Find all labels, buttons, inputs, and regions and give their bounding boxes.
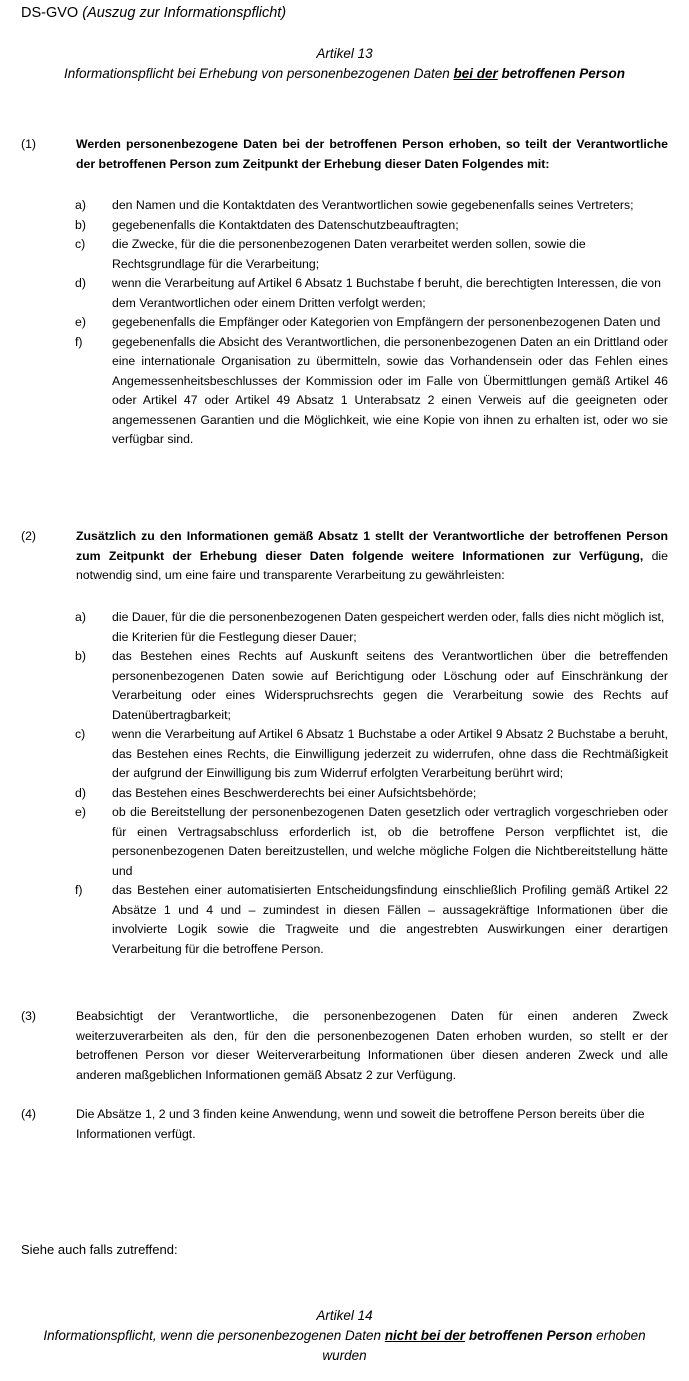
article-13-title [21, 64, 668, 84]
list-item-marker: a) [75, 610, 86, 624]
see-also-label: Siehe auch falls zutreffend: [21, 1242, 178, 1257]
document-header [21, 4, 286, 23]
list-item-marker: f) [75, 334, 83, 349]
article-14-title [21, 1326, 668, 1366]
paragraph-1-sublist [75, 196, 668, 450]
list-item [75, 235, 668, 274]
article-14-number: Artikel 14 [316, 1308, 373, 1323]
list-item-marker: c) [75, 727, 86, 741]
list-item [75, 881, 668, 959]
paragraph-1-lead: Werden personenbezogene Daten bei der betroffenen Person erhoben, so teilt der Verantwortliche der betroffenen Person zum Zeitpunkt der Erhebung dieser Daten Folgendes mit: [76, 137, 668, 171]
list-item-marker: b) [75, 649, 86, 663]
list-item-marker: d) [75, 276, 86, 290]
list-item-text: die Dauer, für die die personenbezogenen Daten gespeichert werden oder, falls dies nicht möglich ist, die Kriterien für die Festlegung dieser Dauer; [112, 610, 665, 644]
paragraph-3-text: Beabsichtigt der Verantwortliche, die personenbezogenen Daten für einen anderen Zweck weiterzuverarbeiten als den, für den die personenbezogenen Daten erhoben wurden, so stellt er der betroffenen Person vor dieser Weiterverarbeitung Informationen über diesen anderen Zweck und alle anderen maßgeblichen Informationen gemäß Absatz 2 zur Verfügung. [76, 1009, 668, 1082]
list-item-text: wenn die Verarbeitung auf Artikel 6 Absatz 1 Buchstabe f beruht, die berechtigten Interessen, die von dem Verantwortlichen oder einem Dritten verfolgt werden; [112, 276, 661, 310]
paragraph-1-marker: (1) [21, 137, 37, 151]
list-item-text: gegebenenfalls die Kontaktdaten des Datenschutzbeauftragten; [112, 217, 459, 232]
article-14-title-part1: Informationspflicht, wenn die personenbezogenen Daten [43, 1328, 385, 1343]
list-item [75, 274, 668, 313]
list-item [75, 784, 668, 804]
list-item [75, 803, 668, 881]
paragraph-4 [21, 1105, 668, 1144]
list-item-text: den Namen und die Kontaktdaten des Verantwortlichen sowie gegebenenfalls seines Vertreters; [112, 198, 634, 212]
list-item-text: das Bestehen einer automatisierten Entscheidungsfindung einschließlich Profiling gemäß Artikel 22 Absätze 1 und 4 und – zumindest in diesen Fällen – aussagekräftige Informationen über die involvierte Logik sowie die Tragweite und die angestrebten Auswirkungen einer derartigen Verarbeitung für die betroffene Person. [112, 883, 668, 956]
list-item-text: die Zwecke, für die die personenbezogenen Daten verarbeitet werden sollen, sowie die Rechtsgrundlage für die Verarbeitung; [112, 237, 586, 271]
list-item-text: das Bestehen eines Rechts auf Auskunft seitens des Verantwortlichen über die betreffenden personenbezogenen Daten sowie auf Berichtigung oder Löschung oder auf Einschränkung der Verarbeitung oder eines Widerspruchsrechts gegen die Verarbeitung sowie des Rechts auf Datenübertragbarkeit; [112, 649, 668, 722]
list-item-marker: e) [75, 315, 86, 329]
list-item-text: ob die Bereitstellung der personenbezogenen Daten gesetzlich oder vertraglich vorgeschrieben oder für einen Vertragsabschluss erforderlich ist, ob die betroffene Person verpflichtet ist, die personenbezogenen Daten bereitzustellen, und welche mögliche Folgen die Nichtbereitstellung hätte und [112, 805, 668, 878]
list-item-text: das Bestehen eines Beschwerderechts bei einer Aufsichtsbehörde; [112, 785, 477, 800]
list-item-marker: a) [75, 198, 86, 212]
paragraph-2-sublist [75, 608, 668, 959]
list-item [75, 216, 668, 236]
list-item [75, 333, 668, 450]
article-13-title-emphasis: bei der [453, 66, 498, 81]
list-item [75, 647, 668, 725]
list-item [75, 725, 668, 784]
article-13-title-part1: Informationspflicht bei Erhebung von personenbezogenen Daten [63, 66, 454, 81]
paragraph-4-marker: (4) [21, 1107, 37, 1121]
paragraph-3 [21, 1007, 668, 1085]
paragraph-2-lead-bold: Zusätzlich zu den Informationen gemäß Absatz 1 stellt der Verantwortliche der betroffenen Person zum Zeitpunkt der Erhebung dieser Daten folgende weitere Informationen zur Verfügung, [76, 529, 668, 563]
article-14-title-part3: erhoben wurden [322, 1328, 646, 1363]
list-item [75, 313, 668, 333]
article-14-title-part2: betroffenen Person [465, 1328, 593, 1343]
paragraph-2-marker: (2) [21, 529, 37, 543]
article-13-heading [21, 44, 668, 84]
list-item [75, 608, 668, 647]
list-item-text: gegebenenfalls die Absicht des Verantwortlichen, die personenbezogenen Daten an ein Drittland oder eine internationale Organisation zu übermitteln, sowie das Vorhandensein oder das Fehlen eines Angemessenheitsbeschlusses der Kommission oder im Falle von Übermittlungen gemäß Artikel 46 oder Artikel 47 oder Artikel 49 Absatz 1 Unterabsatz 2 einen Verweis auf die geeigneten oder angemessenen Garantien und die Möglichkeit, wie eine Kopie von ihnen zu erhalten ist, oder wo sie verfügbar sind. [112, 334, 668, 446]
article-13-number: Artikel 13 [316, 46, 373, 61]
list-item-marker: b) [75, 217, 86, 232]
paragraph-2 [21, 527, 668, 586]
paragraph-3-marker: (3) [21, 1009, 37, 1023]
paragraph-4-text: Die Absätze 1, 2 und 3 finden keine Anwendung, wenn und soweit die betroffene Person bereits über die Informationen verfügt. [76, 1107, 645, 1141]
document-abbreviation: DS-GVO [21, 5, 79, 21]
list-item-marker: e) [75, 805, 86, 819]
list-item-marker: f) [75, 883, 83, 897]
paragraph-1 [21, 135, 668, 174]
list-item [75, 196, 668, 216]
document-subtitle: (Auszug zur Informationspflicht) [82, 5, 287, 21]
paragraph-2-lead-regular: die notwendig sind, um eine faire und transparente Verarbeitung zu gewährleisten: [76, 548, 668, 582]
list-item-text: wenn die Verarbeitung auf Artikel 6 Absatz 1 Buchstabe a oder Artikel 9 Absatz 2 Buchstabe a beruht, das Bestehen eines Rechts, die Einwilligung jederzeit zu widerrufen, ohne dass die Rechtmäßigkeit der aufgrund der Einwilligung bis zum Widerruf erfolgten Verarbeitung berührt wird; [112, 727, 668, 780]
list-item-marker: c) [75, 237, 86, 251]
article-13-title-part2: betroffenen Person [497, 66, 626, 81]
paragraph-2-lead [76, 527, 668, 586]
list-item-marker: d) [75, 785, 86, 800]
article-14-title-emphasis: nicht bei der [384, 1328, 466, 1343]
list-item-text: gegebenenfalls die Empfänger oder Kategorien von Empfängern der personenbezogenen Daten und [112, 315, 661, 329]
article-14-heading [21, 1306, 668, 1366]
